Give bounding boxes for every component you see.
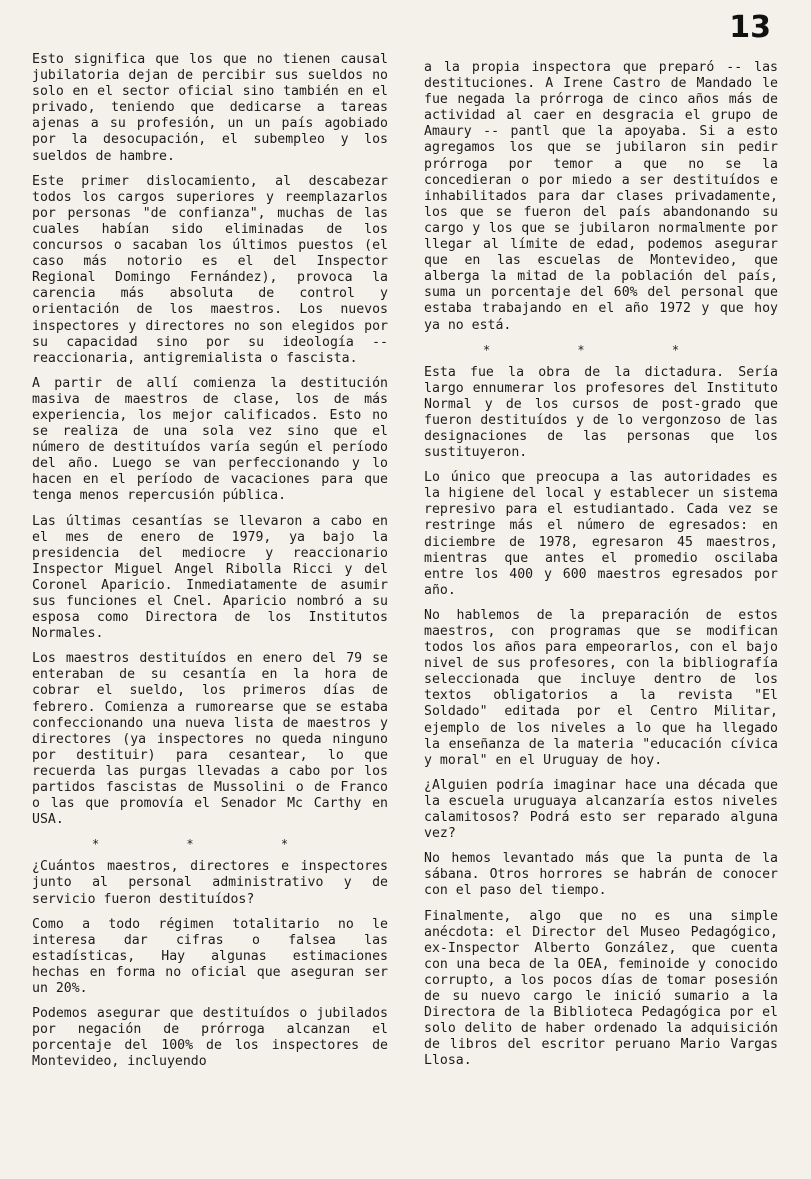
page-number: 13 bbox=[729, 10, 771, 45]
left-column bbox=[32, 52, 388, 1079]
paragraph: Podemos asegurar que destituídos o jubilados por negación de prórroga alcanzan el porcentaje del 100% de los inspectores de Montevideo, incluyendo bbox=[32, 1006, 388, 1070]
paragraph: Lo único que preocupa a las autoridades es la higiene del local y establecer un sistema represivo para el estudiantado. Cada vez se restringe más el número de egresados: en diciembre de 1978, egresaron 45 maestros, mientras que antes el promedio oscilaba entre los 400 y 600 maestros egresados por año. bbox=[424, 470, 778, 598]
paragraph: a la propia inspectora que preparó -- las destituciones. A Irene Castro de Mandado le fue negada la prórroga de cinco años más de actividad al caer en desgracia el grupo de Amaury -- pantl que la apoyaba. Si a esto agregamos los que se jubilaron sin pedir prórroga por temor a que no se la concedieran o por miedo a ser destituídos e inhabilitados para dar clases privadamente, los que se fueron del país abandonando su cargo y los que se jubilaron normalmente por llegar al límite de edad, podemos asegurar que en las escuelas de Montevideo, que alberga la mitad de la población del país, suma un porcentaje del 60% del personal que estaba trabajando en el año 1972 y que hoy ya no está. bbox=[424, 60, 778, 333]
paragraph: Esta fue la obra de la dictadura. Sería largo ennumerar los profesores del Instituto Normal y de los cursos de post-grado que fueron destituídos y de lo vergonzoso de las designaciones de las personas que los sustituyeron. bbox=[424, 364, 778, 461]
section-separator: * * * bbox=[482, 342, 720, 357]
paragraph: A partir de allí comienza la destitución masiva de maestros de clase, los de más experiencia, los mejor calificados. Esto no se realiza de una sola vez sino que el número de destituídos varía según el período del año. Luego se van perfeccionando y lo hacen en el período de vacaciones para que tenga menos repercusión pública. bbox=[32, 375, 388, 504]
paragraph: Finalmente, algo que no es una simple anécdota: el Director del Museo Pedagógico, ex-Inspector Alberto González, que cuenta con una beca de la OEA, feminoide y conocido corrupto, a los pocos días de tomar posesión de su nuevo cargo le inició sumario a la Directora de la Biblioteca Pedagógica por el solo delito de haber ordenado la adquisición de libros del escritor peruano Mario Vargas Llosa. bbox=[424, 908, 778, 1069]
right-column bbox=[424, 60, 778, 1078]
section-separator: * * * bbox=[91, 837, 329, 852]
paragraph: Esto significa que los que no tienen causal jubilatoria dejan de percibir sus sueldos no solo en el sector oficial sino también en el privado, teniendo que dedicarse a tareas ajenas a su profesión, un un país agobiado por la desocupación, el subempleo y los sueldos de hambre. bbox=[32, 52, 388, 164]
paragraph: No hemos levantado más que la punta de la sábana. Otros horrores se habrán de conocer con el paso del tiempo. bbox=[424, 851, 778, 899]
paragraph: Las últimas cesantías se llevaron a cabo en el mes de enero de 1979, ya bajo la presidencia del mediocre y reaccionario Inspector Miguel Angel Ribolla Ricci y del Coronel Aparicio. Inmediatamente de asumir sus funciones el Cnel. Aparicio nombró a su esposa como Directora de los Institutos Normales. bbox=[32, 513, 388, 642]
paragraph: ¿Alguien podría imaginar hace una década que la escuela uruguaya alcanzaría estos niveles calamitosos? Podrá esto ser reparado alguna vez? bbox=[424, 777, 778, 842]
paragraph: Como a todo régimen totalitario no le interesa dar cifras o falsea las estadísticas, Hay algunas estimaciones hechas en forma no oficial que aseguran ser un 20%. bbox=[32, 916, 388, 996]
paragraph: No hablemos de la preparación de estos maestros, con programas que se modifican todos los años para empeorarlos, con el bajo nivel de sus profesores, con la bibliografía seleccionada que incluye dentro de los textos obligatorios a la revista "El Soldado" editada por el Centro Militar, ejemplo de los niveles a lo que ha llegado la enseñanza de la materia "educación cívica y moral" en el Uruguay de hoy. bbox=[424, 607, 778, 768]
paragraph: Los maestros destituídos en enero del 79 se enteraban de su cesantía en la hora de cobrar el sueldo, los primeros días de febrero. Comienza a rumorearse que se estaba confeccionando una nueva lista de maestros y directores (ya inspectores no queda ninguno por destituir) para cesantear, lo que recuerda las purgas llevadas a cabo por los partidos fascistas de Mussolini o de Franco o las que promovía el Senador Mc Carthy en USA. bbox=[32, 651, 388, 828]
paragraph: Este primer dislocamiento, al descabezar todos los cargos superiores y reemplazarlos por personas "de confianza", muchas de las cuales habían sido eliminadas de los concursos o sacaban los últimos puestos (el caso más notorio es el del Inspector Regional Domingo Fernández), provoca la carencia más absoluta de control y orientación de los maestros. Los nuevos inspectores y directores no son elegidos por su capacidad sino por su ideología -- reaccionaria, antigremialista o fascista. bbox=[32, 173, 388, 366]
paragraph: ¿Cuántos maestros, directores e inspectores junto al personal administrativo y de servicio fueron destituídos? bbox=[32, 859, 388, 907]
